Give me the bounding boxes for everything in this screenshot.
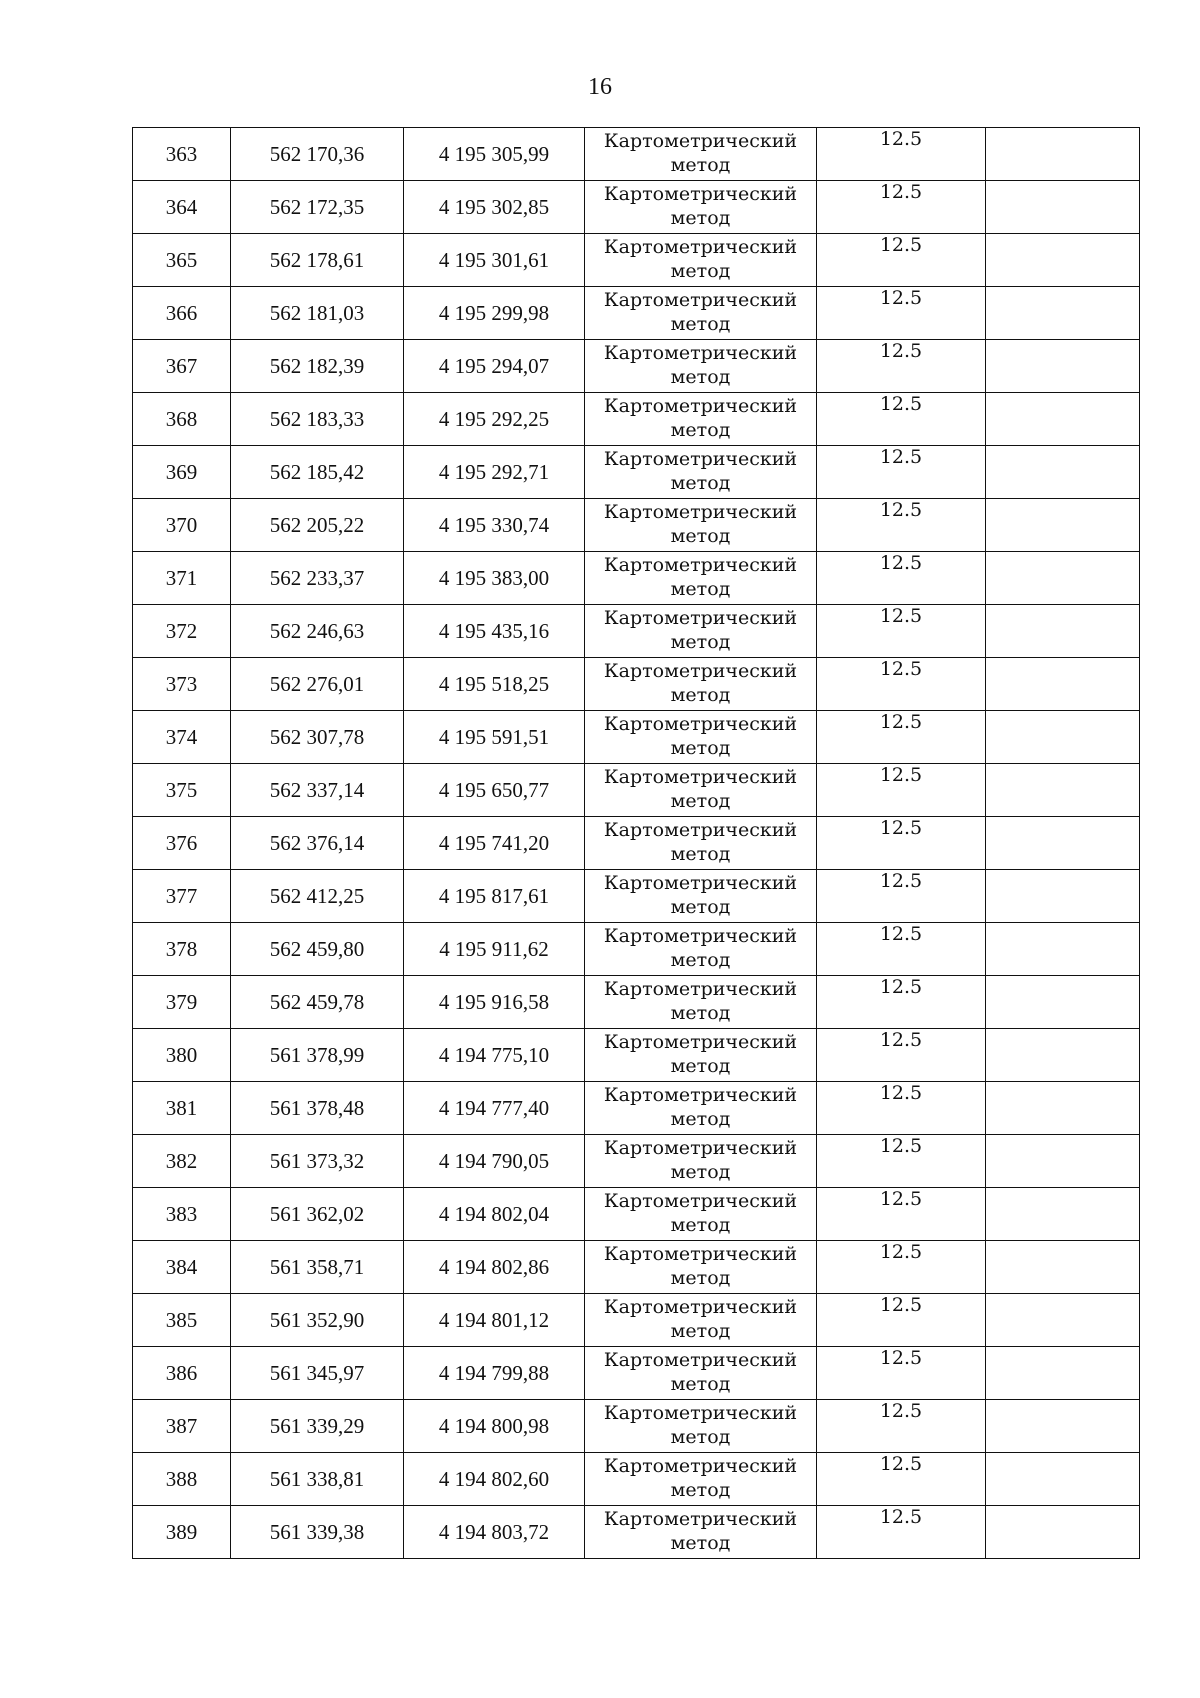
- x-coordinate-cell: 562 205,22: [231, 499, 404, 552]
- accuracy-cell: 12.5: [817, 552, 986, 605]
- note-cell: [986, 1241, 1140, 1294]
- y-coordinate-cell: 4 195 435,16: [404, 605, 585, 658]
- method-line-2: метод: [670, 1055, 731, 1077]
- y-coordinate-cell: 4 195 383,00: [404, 552, 585, 605]
- table-row: [133, 287, 1140, 340]
- y-coordinate-cell: 4 195 301,61: [404, 234, 585, 287]
- y-coordinate-cell: 4 194 801,12: [404, 1294, 585, 1347]
- method-line-2: метод: [670, 1214, 731, 1236]
- method-line-1: Картометрический: [603, 1508, 798, 1530]
- method-line-1: Картометрический: [603, 872, 798, 894]
- x-coordinate-cell: 562 412,25: [231, 870, 404, 923]
- method-line-1: Картометрический: [603, 1084, 798, 1106]
- y-coordinate-cell: 4 194 790,05: [404, 1135, 585, 1188]
- method-cell: [585, 976, 817, 1029]
- coordinates-table: [132, 127, 1140, 1559]
- point-number-cell: 373: [133, 658, 231, 711]
- table-row: [133, 711, 1140, 764]
- method-line-1: Картометрический: [603, 183, 798, 205]
- accuracy-cell: 12.5: [817, 605, 986, 658]
- point-number-cell: 383: [133, 1188, 231, 1241]
- method-line-2: метод: [670, 1002, 731, 1024]
- table-row: [133, 1347, 1140, 1400]
- table-row: [133, 605, 1140, 658]
- table-row: [133, 976, 1140, 1029]
- y-coordinate-cell: 4 194 775,10: [404, 1029, 585, 1082]
- y-coordinate-cell: 4 195 330,74: [404, 499, 585, 552]
- method-cell: [585, 1241, 817, 1294]
- accuracy-cell: 12.5: [817, 181, 986, 234]
- table-row: [133, 128, 1140, 181]
- note-cell: [986, 764, 1140, 817]
- method-cell: [585, 181, 817, 234]
- method-line-1: Картометрический: [603, 1402, 798, 1424]
- y-coordinate-cell: 4 194 777,40: [404, 1082, 585, 1135]
- method-line-2: метод: [670, 1373, 731, 1395]
- y-coordinate-cell: 4 195 518,25: [404, 658, 585, 711]
- note-cell: [986, 1082, 1140, 1135]
- method-line-2: метод: [670, 472, 731, 494]
- table-row: [133, 499, 1140, 552]
- note-cell: [986, 446, 1140, 499]
- accuracy-cell: 12.5: [817, 1135, 986, 1188]
- point-number-cell: 369: [133, 446, 231, 499]
- accuracy-cell: 12.5: [817, 287, 986, 340]
- x-coordinate-cell: 562 181,03: [231, 287, 404, 340]
- note-cell: [986, 1506, 1140, 1559]
- y-coordinate-cell: 4 195 305,99: [404, 128, 585, 181]
- method-cell: [585, 1400, 817, 1453]
- method-cell: [585, 499, 817, 552]
- method-cell: [585, 234, 817, 287]
- table-row: [133, 1029, 1140, 1082]
- method-line-1: Картометрический: [603, 289, 798, 311]
- method-cell: [585, 1347, 817, 1400]
- x-coordinate-cell: 561 373,32: [231, 1135, 404, 1188]
- x-coordinate-cell: 561 345,97: [231, 1347, 404, 1400]
- method-line-1: Картометрический: [603, 448, 798, 470]
- x-coordinate-cell: 562 233,37: [231, 552, 404, 605]
- note-cell: [986, 340, 1140, 393]
- method-line-2: метод: [670, 1267, 731, 1289]
- accuracy-cell: 12.5: [817, 1082, 986, 1135]
- note-cell: [986, 870, 1140, 923]
- accuracy-cell: 12.5: [817, 1506, 986, 1559]
- note-cell: [986, 287, 1140, 340]
- note-cell: [986, 393, 1140, 446]
- accuracy-cell: 12.5: [817, 499, 986, 552]
- x-coordinate-cell: 561 338,81: [231, 1453, 404, 1506]
- y-coordinate-cell: 4 194 802,04: [404, 1188, 585, 1241]
- method-cell: [585, 1453, 817, 1506]
- method-line-1: Картометрический: [603, 978, 798, 1000]
- note-cell: [986, 1294, 1140, 1347]
- note-cell: [986, 1453, 1140, 1506]
- point-number-cell: 387: [133, 1400, 231, 1453]
- table-row: [133, 1453, 1140, 1506]
- point-number-cell: 386: [133, 1347, 231, 1400]
- method-cell: [585, 340, 817, 393]
- point-number-cell: 384: [133, 1241, 231, 1294]
- y-coordinate-cell: 4 194 800,98: [404, 1400, 585, 1453]
- point-number-cell: 388: [133, 1453, 231, 1506]
- x-coordinate-cell: 561 362,02: [231, 1188, 404, 1241]
- x-coordinate-cell: 561 352,90: [231, 1294, 404, 1347]
- point-number-cell: 367: [133, 340, 231, 393]
- method-line-2: метод: [670, 737, 731, 759]
- x-coordinate-cell: 561 358,71: [231, 1241, 404, 1294]
- method-cell: [585, 923, 817, 976]
- method-cell: [585, 1188, 817, 1241]
- note-cell: [986, 711, 1140, 764]
- point-number-cell: 389: [133, 1506, 231, 1559]
- note-cell: [986, 1029, 1140, 1082]
- method-cell: [585, 711, 817, 764]
- y-coordinate-cell: 4 195 591,51: [404, 711, 585, 764]
- y-coordinate-cell: 4 195 817,61: [404, 870, 585, 923]
- table-row: [133, 764, 1140, 817]
- method-cell: [585, 764, 817, 817]
- method-cell: [585, 1082, 817, 1135]
- method-line-2: метод: [670, 1320, 731, 1342]
- method-cell: [585, 870, 817, 923]
- x-coordinate-cell: 561 378,99: [231, 1029, 404, 1082]
- point-number-cell: 372: [133, 605, 231, 658]
- point-number-cell: 381: [133, 1082, 231, 1135]
- note-cell: [986, 1188, 1140, 1241]
- y-coordinate-cell: 4 195 299,98: [404, 287, 585, 340]
- accuracy-cell: 12.5: [817, 764, 986, 817]
- note-cell: [986, 552, 1140, 605]
- table-row: [133, 1188, 1140, 1241]
- accuracy-cell: 12.5: [817, 1294, 986, 1347]
- accuracy-cell: 12.5: [817, 446, 986, 499]
- method-cell: [585, 658, 817, 711]
- method-cell: [585, 393, 817, 446]
- x-coordinate-cell: 562 183,33: [231, 393, 404, 446]
- method-line-1: Картометрический: [603, 130, 798, 152]
- table-row: [133, 1400, 1140, 1453]
- accuracy-cell: 12.5: [817, 393, 986, 446]
- table-row: [133, 446, 1140, 499]
- x-coordinate-cell: 562 170,36: [231, 128, 404, 181]
- point-number-cell: 370: [133, 499, 231, 552]
- y-coordinate-cell: 4 195 916,58: [404, 976, 585, 1029]
- method-line-2: метод: [670, 843, 731, 865]
- method-line-2: метод: [670, 419, 731, 441]
- table-row: [133, 234, 1140, 287]
- method-cell: [585, 287, 817, 340]
- note-cell: [986, 181, 1140, 234]
- method-cell: [585, 605, 817, 658]
- method-line-1: Картометрический: [603, 607, 798, 629]
- accuracy-cell: 12.5: [817, 1029, 986, 1082]
- method-line-1: Картометрический: [603, 395, 798, 417]
- point-number-cell: 374: [133, 711, 231, 764]
- point-number-cell: 379: [133, 976, 231, 1029]
- page-number: 16: [588, 74, 612, 100]
- method-line-1: Картометрический: [603, 1296, 798, 1318]
- y-coordinate-cell: 4 195 650,77: [404, 764, 585, 817]
- y-coordinate-cell: 4 194 799,88: [404, 1347, 585, 1400]
- point-number-cell: 365: [133, 234, 231, 287]
- method-line-1: Картометрический: [603, 660, 798, 682]
- table-row: [133, 870, 1140, 923]
- method-line-2: метод: [670, 949, 731, 971]
- table-row: [133, 1294, 1140, 1347]
- table-row: [133, 658, 1140, 711]
- point-number-cell: 368: [133, 393, 231, 446]
- method-line-1: Картометрический: [603, 1137, 798, 1159]
- method-line-1: Картометрический: [603, 554, 798, 576]
- method-line-1: Картометрический: [603, 766, 798, 788]
- y-coordinate-cell: 4 195 911,62: [404, 923, 585, 976]
- accuracy-cell: 12.5: [817, 1453, 986, 1506]
- method-cell: [585, 552, 817, 605]
- note-cell: [986, 1135, 1140, 1188]
- method-cell: [585, 1294, 817, 1347]
- table-row: [133, 552, 1140, 605]
- x-coordinate-cell: 562 376,14: [231, 817, 404, 870]
- method-cell: [585, 1506, 817, 1559]
- method-cell: [585, 817, 817, 870]
- method-line-2: метод: [670, 525, 731, 547]
- x-coordinate-cell: 562 178,61: [231, 234, 404, 287]
- y-coordinate-cell: 4 195 302,85: [404, 181, 585, 234]
- method-line-1: Картометрический: [603, 342, 798, 364]
- method-line-1: Картометрический: [603, 713, 798, 735]
- x-coordinate-cell: 561 339,38: [231, 1506, 404, 1559]
- point-number-cell: 382: [133, 1135, 231, 1188]
- method-line-1: Картометрический: [603, 1190, 798, 1212]
- accuracy-cell: 12.5: [817, 1188, 986, 1241]
- method-line-2: метод: [670, 1532, 731, 1554]
- method-line-2: метод: [670, 154, 731, 176]
- method-line-1: Картометрический: [603, 819, 798, 841]
- y-coordinate-cell: 4 195 741,20: [404, 817, 585, 870]
- note-cell: [986, 923, 1140, 976]
- table-row: [133, 1241, 1140, 1294]
- y-coordinate-cell: 4 194 802,86: [404, 1241, 585, 1294]
- accuracy-cell: 12.5: [817, 234, 986, 287]
- x-coordinate-cell: 562 337,14: [231, 764, 404, 817]
- point-number-cell: 371: [133, 552, 231, 605]
- y-coordinate-cell: 4 195 292,71: [404, 446, 585, 499]
- method-line-2: метод: [670, 207, 731, 229]
- method-line-2: метод: [670, 313, 731, 335]
- method-line-1: Картометрический: [603, 236, 798, 258]
- accuracy-cell: 12.5: [817, 658, 986, 711]
- method-line-1: Картометрический: [603, 501, 798, 523]
- method-cell: [585, 128, 817, 181]
- method-line-1: Картометрический: [603, 925, 798, 947]
- table-row: [133, 181, 1140, 234]
- note-cell: [986, 1400, 1140, 1453]
- point-number-cell: 364: [133, 181, 231, 234]
- accuracy-cell: 12.5: [817, 923, 986, 976]
- coordinates-table-body: [133, 128, 1140, 1559]
- table-row: [133, 1135, 1140, 1188]
- point-number-cell: 376: [133, 817, 231, 870]
- method-cell: [585, 1135, 817, 1188]
- method-line-2: метод: [670, 1108, 731, 1130]
- accuracy-cell: 12.5: [817, 711, 986, 764]
- accuracy-cell: 12.5: [817, 1400, 986, 1453]
- note-cell: [986, 499, 1140, 552]
- accuracy-cell: 12.5: [817, 128, 986, 181]
- method-line-2: метод: [670, 366, 731, 388]
- note-cell: [986, 128, 1140, 181]
- note-cell: [986, 234, 1140, 287]
- method-line-2: метод: [670, 1479, 731, 1501]
- method-line-1: Картометрический: [603, 1243, 798, 1265]
- x-coordinate-cell: 562 276,01: [231, 658, 404, 711]
- note-cell: [986, 658, 1140, 711]
- method-line-1: Картометрический: [603, 1031, 798, 1053]
- accuracy-cell: 12.5: [817, 870, 986, 923]
- point-number-cell: 375: [133, 764, 231, 817]
- method-line-2: метод: [670, 790, 731, 812]
- table-row: [133, 1082, 1140, 1135]
- y-coordinate-cell: 4 194 803,72: [404, 1506, 585, 1559]
- note-cell: [986, 605, 1140, 658]
- y-coordinate-cell: 4 195 292,25: [404, 393, 585, 446]
- accuracy-cell: 12.5: [817, 1241, 986, 1294]
- method-line-2: метод: [670, 684, 731, 706]
- method-line-2: метод: [670, 1161, 731, 1183]
- method-line-2: метод: [670, 631, 731, 653]
- point-number-cell: 385: [133, 1294, 231, 1347]
- table-row: [133, 923, 1140, 976]
- method-cell: [585, 446, 817, 499]
- method-line-1: Картометрический: [603, 1349, 798, 1371]
- x-coordinate-cell: 562 185,42: [231, 446, 404, 499]
- method-line-2: метод: [670, 578, 731, 600]
- table-row: [133, 340, 1140, 393]
- x-coordinate-cell: 561 378,48: [231, 1082, 404, 1135]
- accuracy-cell: 12.5: [817, 1347, 986, 1400]
- point-number-cell: 378: [133, 923, 231, 976]
- y-coordinate-cell: 4 194 802,60: [404, 1453, 585, 1506]
- note-cell: [986, 976, 1140, 1029]
- point-number-cell: 377: [133, 870, 231, 923]
- accuracy-cell: 12.5: [817, 340, 986, 393]
- y-coordinate-cell: 4 195 294,07: [404, 340, 585, 393]
- table-row: [133, 817, 1140, 870]
- method-line-2: метод: [670, 896, 731, 918]
- note-cell: [986, 1347, 1140, 1400]
- accuracy-cell: 12.5: [817, 976, 986, 1029]
- x-coordinate-cell: 562 246,63: [231, 605, 404, 658]
- method-cell: [585, 1029, 817, 1082]
- table-row: [133, 1506, 1140, 1559]
- x-coordinate-cell: 561 339,29: [231, 1400, 404, 1453]
- table-row: [133, 393, 1140, 446]
- point-number-cell: 380: [133, 1029, 231, 1082]
- note-cell: [986, 817, 1140, 870]
- point-number-cell: 366: [133, 287, 231, 340]
- method-line-1: Картометрический: [603, 1455, 798, 1477]
- x-coordinate-cell: 562 307,78: [231, 711, 404, 764]
- x-coordinate-cell: 562 459,80: [231, 923, 404, 976]
- method-line-2: метод: [670, 1426, 731, 1448]
- accuracy-cell: 12.5: [817, 817, 986, 870]
- x-coordinate-cell: 562 172,35: [231, 181, 404, 234]
- point-number-cell: 363: [133, 128, 231, 181]
- x-coordinate-cell: 562 459,78: [231, 976, 404, 1029]
- x-coordinate-cell: 562 182,39: [231, 340, 404, 393]
- method-line-2: метод: [670, 260, 731, 282]
